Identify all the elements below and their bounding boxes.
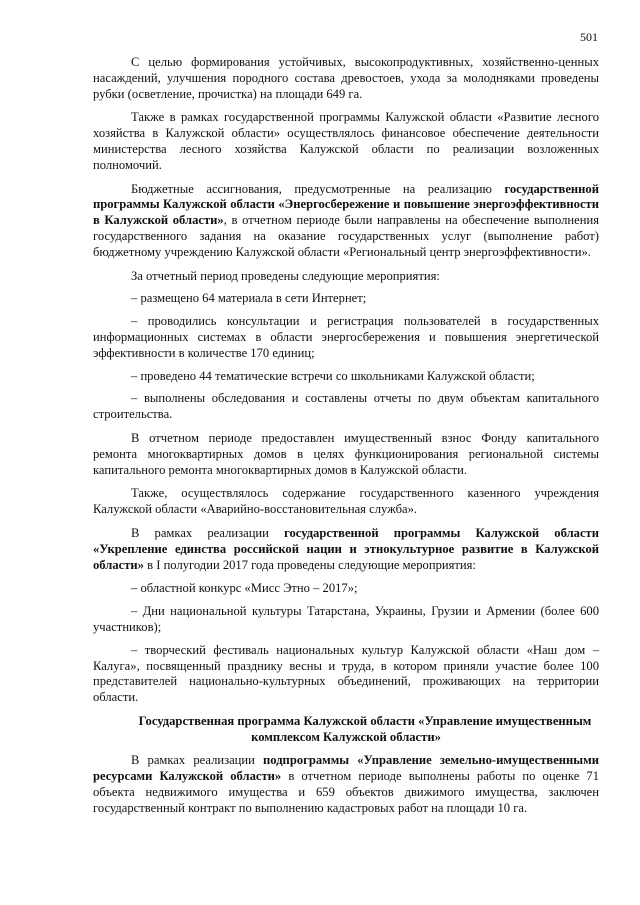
ethnic-program-title: государственной программы Калужской области «Укрепление единства российской нации и этнокультурное развитие в Калужской области» xyxy=(93,525,599,572)
page-number: 501 xyxy=(580,30,598,44)
document-body xyxy=(93,55,599,825)
paragraph-property-rest: в отчетном периоде выполнены работы по оценке 71 объекта недвижимого имущества и 659 объектов движимого имущества, заключен государственный контракт по выполнению кадастровых работ на площади 10 га. xyxy=(93,769,599,815)
paragraph-forestry-program: Также в рамках государственной программы Калужской области «Развитие лесного хозяйства в Калужской области» осуществлялось финансовое обеспечение деятельности министерства лесного хозяйства Калужской области по реализации возложенных полномочий. xyxy=(93,110,599,172)
paragraph-emergency-service: Также, осуществлялось содержание государственного казенного учреждения Калужской области «Аварийно-восстановительная служба». xyxy=(93,486,599,517)
list-item-culture-days: – Дни национальной культуры Татарстана, Украины, Грузии и Армении (более 600 участников); xyxy=(93,604,599,634)
paragraph-thinning: С целью формирования устойчивых, высокопродуктивных, хозяйственно-ценных насаждений, улучшения породного состава древостоев, ухода за молодняками проведены рубки (осветление, прочистка) на площади 649 га. xyxy=(93,55,599,101)
paragraph-activities-intro: За отчетный период проведены следующие мероприятия: xyxy=(131,268,440,283)
list-item-festival: – творческий фестиваль национальных культур Калужской области «Наш дом – Калуга», посвященный празднику весны и труда, в котором приняли участие более 100 представителей национально-культурных объединений, проживающих на территории области. xyxy=(93,642,599,705)
section-heading: Государственная программа Калужской области «Управление имущественным комплексом Калужской области» xyxy=(138,713,592,744)
property-subprogram-title: подпрограммы «Управление земельно-имущественными ресурсами Калужской области» xyxy=(93,753,599,784)
list-item-school-meetings: – проведено 44 тематические встречи со школьниками Калужской области; xyxy=(131,368,535,383)
paragraph-ethnic-lead: В рамках реализации xyxy=(131,525,285,540)
paragraph-energy-lead: Бюджетные ассигнования, предусмотренные на реализацию xyxy=(131,181,505,196)
paragraph-property-lead: В рамках реализации xyxy=(131,753,263,768)
paragraph-ethnic-program xyxy=(93,526,599,573)
list-item-surveys: – выполнены обследования и составлены отчеты по двум объектам капитального строительства. xyxy=(93,391,599,422)
list-item-consultations: – проводились консультации и регистрация пользователей в государственных информационных системах в области энергосбережения и повышения энергетической эффективности в количестве 170 единиц; xyxy=(93,314,599,360)
paragraph-energy-program xyxy=(93,182,599,261)
paragraph-energy-rest: , в отчетном периоде были направлены на обеспечение выполнения государственного задания на оказание государственных услуг (выполнение работ) бюджетному учреждению Калужской области «Региональный центр энергоэффективности». xyxy=(93,213,599,259)
list-item-internet: – размещено 64 материала в сети Интернет; xyxy=(131,291,367,306)
paragraph-property-subprogram xyxy=(93,753,599,816)
energy-program-title: государственной программы Калужской области «Энергосбережение и повышение энергоэффективности в Калужской области» xyxy=(93,181,599,228)
paragraph-capital-repair-fund: В отчетном периоде предоставлен имущественный взнос Фонду капитального ремонта многоквартирных домов в целях функционирования региональной системы капитального ремонта многоквартирных домов в Калужской области. xyxy=(93,430,599,477)
list-item-miss-ethno: – областной конкурс «Мисс Этно – 2017»; xyxy=(131,581,358,596)
paragraph-ethnic-rest: в I полугодии 2017 года проведены следующие мероприятия: xyxy=(143,557,476,572)
